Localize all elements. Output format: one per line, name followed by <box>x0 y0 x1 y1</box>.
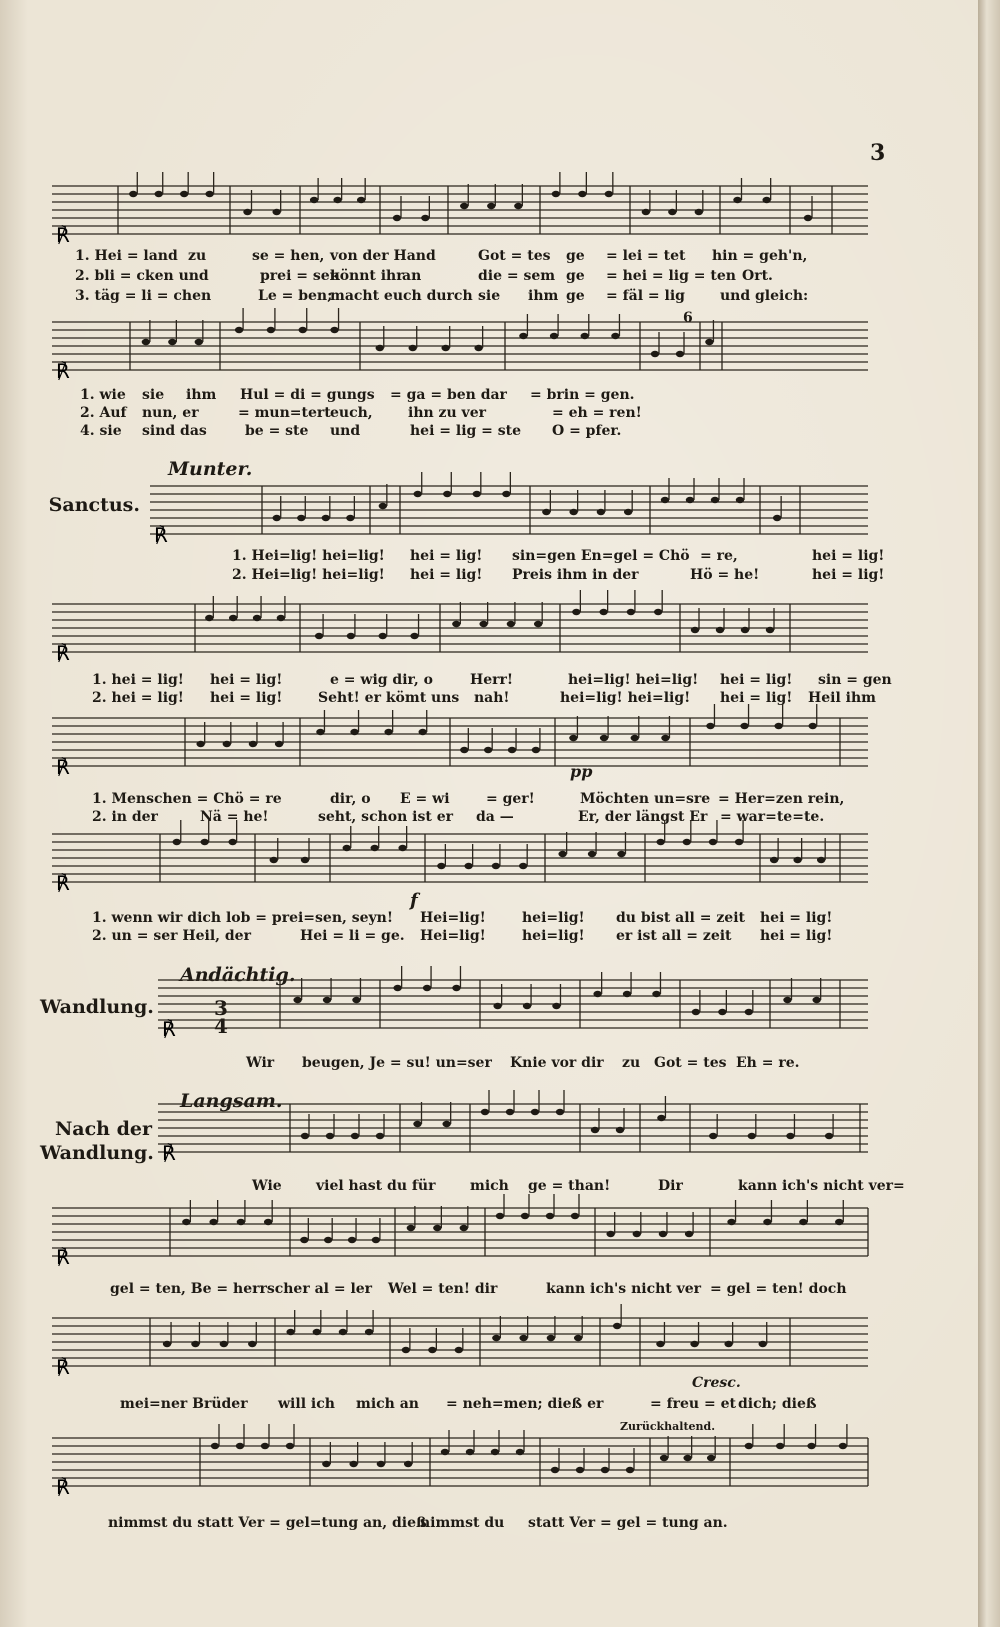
note-head <box>507 621 515 627</box>
note-head <box>651 351 659 357</box>
note-head <box>547 1335 555 1341</box>
note-head <box>692 1009 700 1015</box>
lyric-s2-l3: 4. sie sind das be = ste und hei = lig = ste O = pfer. <box>80 423 622 439</box>
note-head <box>683 839 691 845</box>
time-sig-top: 3 <box>214 996 228 1020</box>
note-head <box>718 1009 726 1015</box>
note-head <box>346 515 354 521</box>
note-head <box>519 333 527 339</box>
note-head <box>324 1237 332 1243</box>
note-head <box>333 197 341 203</box>
note-head <box>163 1341 171 1347</box>
lyric-s1-l3: 3. täg = li = chen Le = ben; macht euch durch sie ihm ge = fäl = lig und gleich: <box>75 288 809 304</box>
note-head <box>496 1213 504 1219</box>
staff-system <box>52 308 868 383</box>
note-head <box>376 1133 384 1139</box>
note-head <box>521 1213 529 1219</box>
note-head <box>617 851 625 857</box>
note-head <box>419 729 427 735</box>
note-head <box>656 839 664 845</box>
clef-icon: ℟ <box>56 1245 70 1269</box>
note-head <box>574 1335 582 1341</box>
note-head <box>591 1127 599 1133</box>
note-head <box>733 197 741 203</box>
note-head <box>339 1329 347 1335</box>
note-head <box>736 497 744 503</box>
note-head <box>695 209 703 215</box>
note-head <box>519 1335 527 1341</box>
note-head <box>661 735 669 741</box>
note-head <box>377 1461 385 1467</box>
clef-icon: ℟ <box>154 523 168 547</box>
note-head <box>774 723 782 729</box>
note-head <box>654 609 662 615</box>
note-head <box>404 1461 412 1467</box>
note-head <box>243 209 251 215</box>
note-head <box>299 327 307 333</box>
note-head <box>690 1341 698 1347</box>
note-head <box>741 627 749 633</box>
note-head <box>685 1231 693 1237</box>
note-head <box>272 209 280 215</box>
note-head <box>597 509 605 515</box>
note-head <box>410 633 418 639</box>
note-head <box>611 333 619 339</box>
note-head <box>786 1133 794 1139</box>
note-head <box>809 723 817 729</box>
note-head <box>455 1347 463 1353</box>
note-head <box>350 729 358 735</box>
note-head <box>423 985 431 991</box>
note-head <box>310 197 318 203</box>
note-head <box>323 997 331 1003</box>
section-sanctus: Sanctus. <box>48 494 140 516</box>
note-head <box>220 1341 228 1347</box>
note-head <box>326 1133 334 1139</box>
note-head <box>581 333 589 339</box>
staff-system <box>158 1090 868 1165</box>
note-head <box>407 1225 415 1231</box>
lyric-s9: gel = ten, Be = herrscher al = ler Wel = ten! dir kann ich's nicht ver = gel = ten! doch <box>110 1281 847 1297</box>
note-head <box>773 515 781 521</box>
note-head <box>376 345 384 351</box>
note-head <box>762 197 770 203</box>
note-head <box>492 863 500 869</box>
note-head <box>623 991 631 997</box>
note-head <box>627 609 635 615</box>
note-head <box>351 1133 359 1139</box>
note-head <box>550 333 558 339</box>
note-head <box>205 191 213 197</box>
note-head <box>740 723 748 729</box>
staff-system <box>52 1424 868 1499</box>
clef-icon: ℟ <box>162 1017 176 1041</box>
note-head <box>531 1109 539 1115</box>
lyric-s2-l1: 1. wie sie ihm Hul = di = gungs = ga = ben dar = brin = gen. <box>80 387 635 403</box>
note-head <box>556 1109 564 1115</box>
page-number: 3 <box>870 140 886 166</box>
note-head <box>248 1341 256 1347</box>
lyric-s3-l1: 1. Hei=lig! hei=lig! hei = lig! sin=gen En=gel = Chö = re, hei = lig! <box>232 548 885 564</box>
note-head <box>460 747 468 753</box>
staff-system <box>52 820 868 895</box>
note-head <box>409 345 417 351</box>
note-head <box>613 1323 621 1329</box>
note-head <box>297 515 305 521</box>
note-head <box>776 1443 784 1449</box>
note-head <box>196 741 204 747</box>
note-head <box>322 1461 330 1467</box>
note-head <box>660 1455 668 1461</box>
note-head <box>313 1329 321 1335</box>
note-head <box>552 1003 560 1009</box>
note-head <box>783 997 791 1003</box>
clef-icon: ℟ <box>56 359 70 383</box>
note-head <box>542 509 550 515</box>
note-head <box>433 1225 441 1231</box>
note-head <box>711 497 719 503</box>
note-head <box>460 203 468 209</box>
note-head <box>709 1133 717 1139</box>
clef-icon: ℟ <box>56 223 70 247</box>
note-head <box>502 491 510 497</box>
note-head <box>601 1467 609 1473</box>
note-head <box>129 191 137 197</box>
section-nach-der: Nach der <box>54 1118 152 1140</box>
note-head <box>393 215 401 221</box>
note-head <box>657 1115 665 1121</box>
tempo-andaechtig: Andächtig. <box>180 964 296 986</box>
note-head <box>264 1219 272 1225</box>
note-head <box>683 1455 691 1461</box>
note-head <box>371 845 379 851</box>
note-head <box>421 215 429 221</box>
note-head <box>766 627 774 633</box>
note-head <box>205 615 213 621</box>
note-head <box>839 1443 847 1449</box>
note-head <box>301 1133 309 1139</box>
note-head <box>763 1219 771 1225</box>
clef-icon: ℟ <box>56 871 70 895</box>
staff-system <box>52 1304 868 1379</box>
note-head <box>236 1443 244 1449</box>
note-head <box>402 1347 410 1353</box>
note-head <box>516 1449 524 1455</box>
note-head <box>173 839 181 845</box>
note-head <box>735 839 743 845</box>
note-head <box>142 339 150 345</box>
time-sig-bottom: 4 <box>214 1014 228 1038</box>
note-head <box>223 741 231 747</box>
note-head <box>357 197 365 203</box>
note-head <box>235 327 243 333</box>
note-head <box>343 845 351 851</box>
note-head <box>558 851 566 857</box>
section-nach-wandlung: Wandlung. <box>40 1142 154 1164</box>
clef-icon: ℟ <box>56 1355 70 1379</box>
note-head <box>487 203 495 209</box>
note-head <box>812 997 820 1003</box>
zurueckhaltend-mark: Zurückhaltend. <box>620 1420 716 1433</box>
note-head <box>724 1341 732 1347</box>
note-head <box>600 735 608 741</box>
note-head <box>506 1109 514 1115</box>
note-head <box>182 1219 190 1225</box>
note-head <box>484 747 492 753</box>
note-head <box>659 1231 667 1237</box>
lyric-s3-l2: 2. Hei=lig! hei=lig! hei = lig! Preis ihm in der Hö = he! hei = lig! <box>232 567 885 583</box>
note-head <box>286 1443 294 1449</box>
dynamic-f: f <box>410 890 418 911</box>
note-head <box>572 609 580 615</box>
note-head <box>745 1009 753 1015</box>
note-head <box>546 1213 554 1219</box>
note-head <box>605 191 613 197</box>
note-head <box>413 1121 421 1127</box>
note-head <box>552 191 560 197</box>
note-head <box>275 741 283 747</box>
note-head <box>441 1449 449 1455</box>
staff-system <box>150 472 868 547</box>
note-head <box>745 1443 753 1449</box>
note-head <box>804 215 812 221</box>
lyric-s10: mei=ner Brüder will ich mich an = neh=men; dieß er = freu = et dich; dieß <box>120 1396 817 1412</box>
note-head <box>642 209 650 215</box>
note-head <box>817 857 825 863</box>
lyric-s7: Wir beugen, Je = su! un=ser Knie vor dir zu Got = tes Eh = re. <box>246 1055 800 1071</box>
note-head <box>691 627 699 633</box>
note-head <box>593 991 601 997</box>
note-head <box>578 191 586 197</box>
note-head <box>211 1443 219 1449</box>
note-head <box>398 845 406 851</box>
note-head <box>616 1127 624 1133</box>
note-head <box>414 491 422 497</box>
note-head <box>491 1449 499 1455</box>
note-head <box>626 1467 634 1473</box>
note-head <box>793 857 801 863</box>
lyric-s1-l2: 2. bli = cken und prei = sen könnt ihr an die = sem ge = hei = lig = ten Ort. <box>75 268 773 284</box>
note-head <box>464 863 472 869</box>
note-head <box>706 723 714 729</box>
note-head <box>428 1347 436 1353</box>
note-head <box>372 1237 380 1243</box>
note-head <box>479 621 487 627</box>
figure-six: 6 <box>683 310 693 326</box>
note-head <box>807 1443 815 1449</box>
note-head <box>316 729 324 735</box>
staff-system <box>52 1194 868 1269</box>
note-head <box>514 203 522 209</box>
note-head <box>473 491 481 497</box>
lyric-s6-l1: 1. wenn wir dich lob = prei=sen, seyn! Hei=lig! hei=lig! du bist all = zeit hei = lig! <box>92 910 833 926</box>
note-head <box>599 609 607 615</box>
note-head <box>534 621 542 627</box>
note-head <box>155 191 163 197</box>
note-head <box>349 1461 357 1467</box>
note-head <box>286 1329 294 1335</box>
note-head <box>229 615 237 621</box>
lyric-s4-l1: 1. hei = lig! hei = lig! e = wig dir, o Herr! hei=lig! hei=lig! hei = lig! sin = gen <box>92 672 892 688</box>
lyric-s2-l2: 2. Auf nun, er = mun=tert euch, ihn zu ver = eh = ren! <box>80 405 642 421</box>
note-head <box>384 729 392 735</box>
note-head <box>168 339 176 345</box>
note-head <box>442 1121 450 1127</box>
staff-system <box>52 172 868 247</box>
note-head <box>365 1329 373 1335</box>
note-head <box>759 1341 767 1347</box>
note-head <box>249 741 257 747</box>
note-head <box>443 491 451 497</box>
note-head <box>576 1467 584 1473</box>
lyric-s6-l2: 2. un = ser Heil, der Hei = li = ge. Hei=lig! hei=lig! er ist all = zeit hei = lig! <box>92 928 833 944</box>
clef-icon: ℟ <box>56 641 70 665</box>
dynamic-pp: pp <box>570 762 593 781</box>
note-head <box>624 509 632 515</box>
staff-system <box>52 590 868 665</box>
note-head <box>379 633 387 639</box>
staff-system <box>158 966 868 1041</box>
note-head <box>441 345 449 351</box>
lyric-s5-l1: 1. Menschen = Chö = re dir, o E = wi = ger! Möchten un=sre = Her=zen rein, <box>92 791 845 807</box>
note-head <box>293 997 301 1003</box>
note-head <box>270 857 278 863</box>
note-head <box>631 735 639 741</box>
staff-system <box>52 704 868 779</box>
note-head <box>300 1237 308 1243</box>
note-head <box>481 1109 489 1115</box>
note-head <box>466 1449 474 1455</box>
note-head <box>352 997 360 1003</box>
note-head <box>273 515 281 521</box>
note-head <box>727 1219 735 1225</box>
note-head <box>209 1219 217 1225</box>
note-head <box>253 615 261 621</box>
page-edge <box>978 0 1000 1627</box>
note-head <box>569 509 577 515</box>
note-head <box>474 345 482 351</box>
note-head <box>379 503 387 509</box>
note-head <box>195 339 203 345</box>
tempo-munter: Munter. <box>168 458 253 480</box>
note-head <box>668 209 676 215</box>
lyric-s1-l1: 1. Hei = land zu se = hen, von der Hand Got = tes ge = lei = tet hin = geh'n, <box>75 248 808 264</box>
note-head <box>606 1231 614 1237</box>
note-head <box>452 621 460 627</box>
note-head <box>571 1213 579 1219</box>
lyric-s8: Wie viel hast du für mich ge = than! Dir kann ich's nicht ver= <box>252 1178 905 1194</box>
note-head <box>228 839 236 845</box>
note-head <box>686 497 694 503</box>
note-head <box>825 1133 833 1139</box>
lyric-s5-l2: 2. in der Nä = he! seht, schon ist er da — Er, der längst Er = war=te=te. <box>92 809 825 825</box>
note-head <box>532 747 540 753</box>
note-head <box>656 1341 664 1347</box>
note-head <box>267 327 275 333</box>
note-head <box>315 633 323 639</box>
note-head <box>835 1219 843 1225</box>
note-head <box>709 839 717 845</box>
note-head <box>588 851 596 857</box>
note-head <box>661 497 669 503</box>
note-head <box>201 839 209 845</box>
note-head <box>569 735 577 741</box>
note-head <box>707 1455 715 1461</box>
note-head <box>180 191 188 197</box>
note-head <box>633 1231 641 1237</box>
note-head <box>492 1335 500 1341</box>
clef-icon: ℟ <box>56 1475 70 1499</box>
note-head <box>716 627 724 633</box>
lyric-s4-l2: 2. hei = lig! hei = lig! Seht! er kömt uns nah! hei=lig! hei=lig! hei = lig! Heil ihm <box>92 690 876 706</box>
note-head <box>330 327 338 333</box>
note-head <box>261 1443 269 1449</box>
note-head <box>493 1003 501 1009</box>
note-head <box>799 1219 807 1225</box>
note-head <box>348 1237 356 1243</box>
section-wandlung: Wandlung. <box>40 996 154 1018</box>
note-head <box>322 515 330 521</box>
note-head <box>460 1225 468 1231</box>
tempo-langsam: Langsam. <box>180 1090 283 1112</box>
cresc-mark: Cresc. <box>692 1375 741 1391</box>
clef-icon: ℟ <box>162 1141 176 1165</box>
note-head <box>191 1341 199 1347</box>
note-head <box>705 339 713 345</box>
note-head <box>519 863 527 869</box>
note-head <box>748 1133 756 1139</box>
note-head <box>523 1003 531 1009</box>
note-head <box>437 863 445 869</box>
note-head <box>277 615 285 621</box>
note-head <box>551 1467 559 1473</box>
note-head <box>237 1219 245 1225</box>
clef-icon: ℟ <box>56 755 70 779</box>
note-head <box>452 985 460 991</box>
lyric-s11: nimmst du statt Ver = gel=tung an, dieß nimmst du statt Ver = gel = tung an. <box>108 1515 728 1531</box>
note-head <box>393 985 401 991</box>
note-head <box>347 633 355 639</box>
note-head <box>770 857 778 863</box>
note-head <box>301 857 309 863</box>
note-head <box>652 991 660 997</box>
note-head <box>676 351 684 357</box>
note-head <box>508 747 516 753</box>
